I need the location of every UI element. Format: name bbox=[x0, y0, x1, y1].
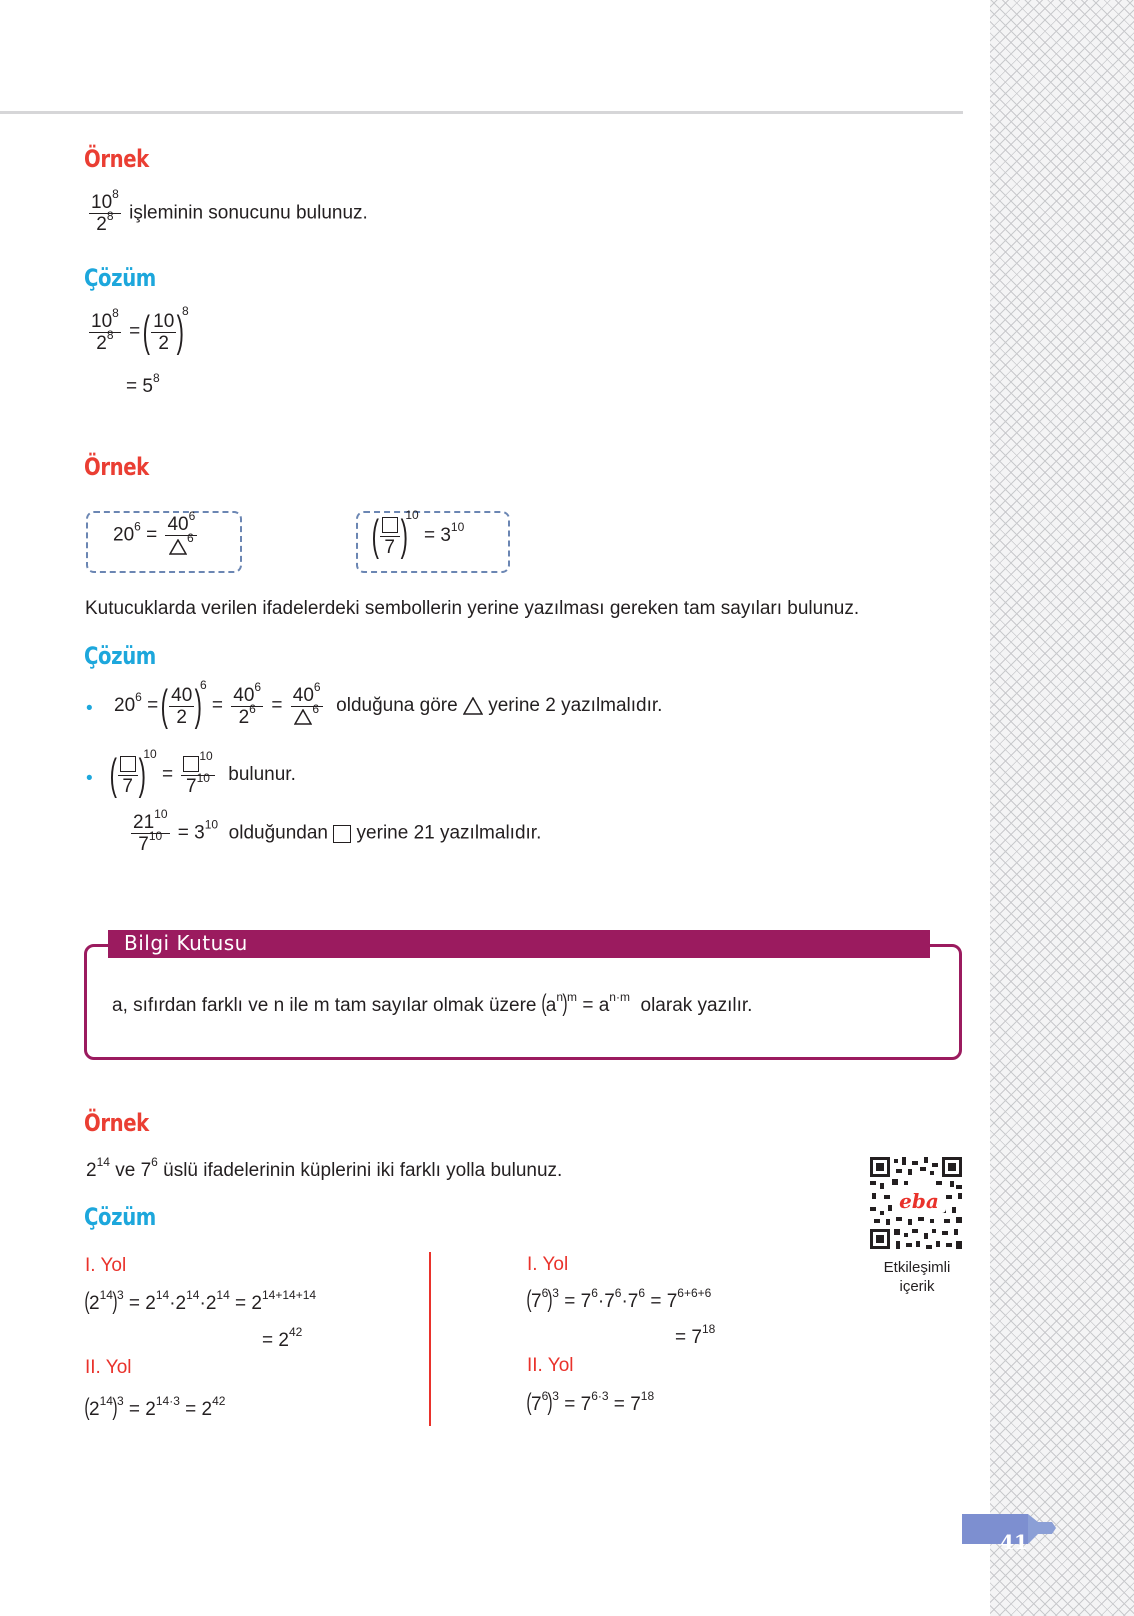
bullet-icon: • bbox=[86, 768, 93, 789]
ex3-problem: $2^{14}$ ve $7^6$ üslü ifadelerinin küplerini iki farklı yolla bulunuz. bbox=[86, 1155, 563, 1181]
square-icon bbox=[333, 825, 351, 843]
left-way1-result: = $2^{42}$ bbox=[262, 1325, 303, 1351]
info-box-title: Bilgi Kutusu bbox=[124, 931, 248, 955]
ex2-problem-text: Kutucuklarda verilen ifadelerdeki sembollerin yerine yazılması gereken tam sayıları bulunuz. bbox=[85, 598, 860, 619]
ex1-solution-line1: $\frac{10^8}{2^8}$ = ( $\frac{10}{2}$ )$^8$ bbox=[91, 304, 189, 356]
top-divider bbox=[0, 111, 963, 114]
triangle-icon bbox=[463, 697, 483, 715]
triangle-icon bbox=[169, 539, 187, 555]
page-number: 41 bbox=[1000, 1530, 1028, 1554]
ex2-solution-line1: $20^6$ = ( $\frac{40}{2}$ )$^6$ = $\frac{40^6}{2^6}$ = $\frac{40^6}{^6}$ olduğuna göre yerine 2 yazılmalıdır. bbox=[114, 678, 663, 730]
square-icon bbox=[382, 517, 398, 533]
symbol-box-1-expr: $20^6$ = $\frac{40^6}{^6}$ bbox=[113, 514, 200, 557]
ex2-solution-line2: ( 7 )$^{10}$ = $\frac{^{10}}{7^{10}}$ bulunur. bbox=[109, 747, 296, 799]
left-way1-line1: $(2^{14})^3 = 2^{14}\cdot 2^{14}\cdot 2^{14} = 2^{14+14+14}$ bbox=[84, 1288, 317, 1315]
solution-heading: Çözüm bbox=[84, 264, 156, 292]
right-way1-label: I. Yol bbox=[527, 1254, 569, 1275]
info-box-text: a, sıfırdan farklı ve n ile m tam sayılar olmak üzere $(a^n)^m = a^{n\cdot m}$ olarak yazılır. bbox=[112, 990, 753, 1017]
example-heading: Örnek bbox=[84, 145, 149, 173]
right-way2-line: $(7^6)^3 = 7^{6\cdot 3} = 7^{18}$ bbox=[526, 1389, 655, 1416]
side-pattern bbox=[990, 0, 1134, 1616]
ex1-problem-text: işleminin sonucunu bulunuz. bbox=[129, 202, 368, 224]
ex2-solution-line3: $\frac{21^{10}}{7^{10}}$ = $3^{10}$ olduğundan yerine 21 yazılmalıdır. bbox=[133, 807, 542, 855]
left-way2-line: $(2^{14})^3 = 2^{14\cdot 3} = 2^{42}$ bbox=[84, 1394, 226, 1421]
column-divider bbox=[429, 1252, 431, 1426]
right-way1-line1: $(7^6)^3 = 7^6\cdot 7^6\cdot 7^6 = 7^{6+6+6}$ bbox=[526, 1286, 712, 1313]
left-way2-label: II. Yol bbox=[85, 1357, 132, 1378]
left-way1-label: I. Yol bbox=[85, 1255, 127, 1276]
ex1-problem: $\frac{10^8}{2^8}$ işleminin sonucunu bulunuz. bbox=[91, 187, 368, 235]
bullet-icon: • bbox=[86, 698, 93, 719]
square-icon bbox=[120, 756, 136, 772]
example-heading: Örnek bbox=[84, 453, 149, 481]
qr-label-line1: Etkileşimli bbox=[883, 1259, 951, 1276]
triangle-icon bbox=[294, 709, 312, 725]
example-heading: Örnek bbox=[84, 1109, 149, 1137]
qr-code-icon[interactable] bbox=[870, 1157, 962, 1249]
solution-heading: Çözüm bbox=[84, 1203, 156, 1231]
eba-logo: eba bbox=[899, 1189, 939, 1213]
ex1-solution-result: = $5^8$ bbox=[126, 371, 160, 397]
right-way1-result: = $7^{18}$ bbox=[675, 1322, 716, 1348]
right-way2-label: II. Yol bbox=[527, 1355, 574, 1376]
symbol-box-2-expr: ( 7 )$^{10} = 3^{10}$ bbox=[371, 508, 465, 560]
solution-heading: Çözüm bbox=[84, 642, 156, 670]
qr-label-line2: içerik bbox=[899, 1278, 935, 1295]
